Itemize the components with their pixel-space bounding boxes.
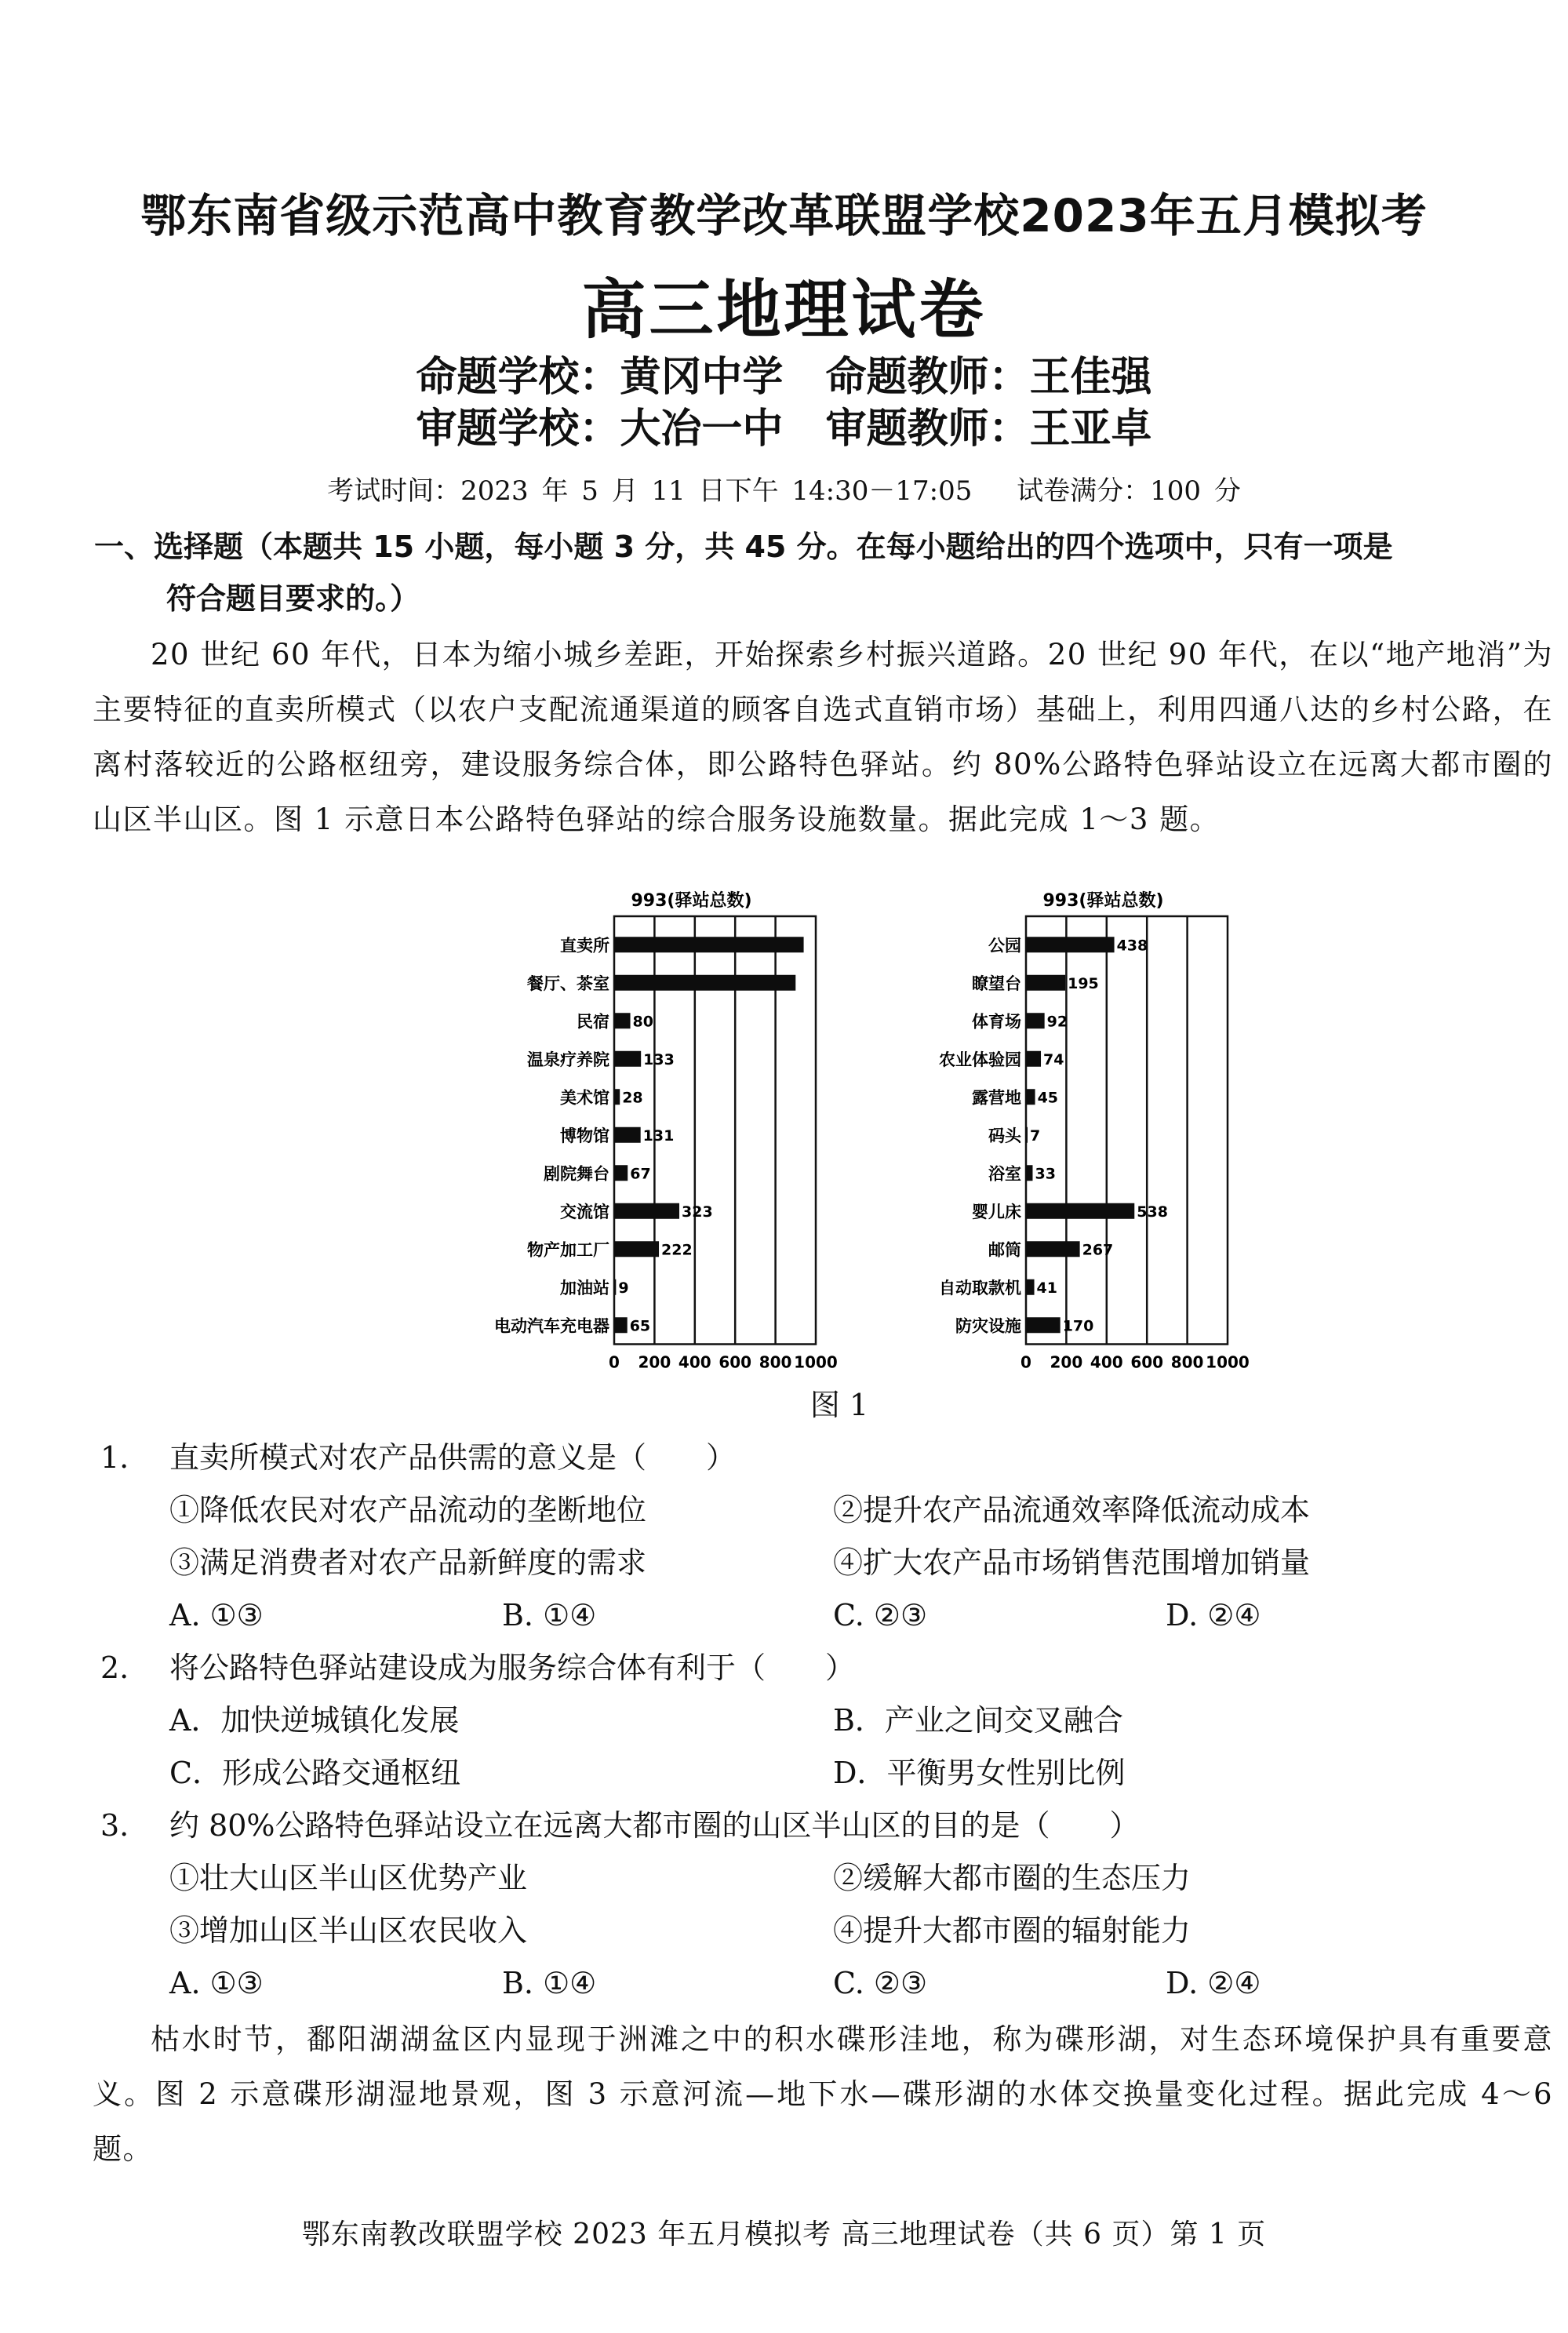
chart-right-category-label: 邮筒 — [988, 1240, 1021, 1260]
chart-right-category-label: 公园 — [988, 936, 1021, 955]
chart-left-category-label: 民宿 — [577, 1012, 609, 1032]
chart-left-value-label: 222 — [661, 1241, 693, 1259]
q1-item-4: ④扩大农产品市场销售范围增加销量 — [833, 1545, 1311, 1580]
chart-right-value-label: 170 — [1062, 1317, 1094, 1335]
chart-left-value-label: 67 — [630, 1165, 651, 1183]
chart-right-category-label: 农业体验园 — [939, 1050, 1021, 1069]
section-heading-line1: 一、选择题（本题共 15 小题，每小题 3 分，共 45 分。在每小题给出的四个选项中，只有一项是 — [94, 530, 1393, 564]
chart-right-value-label: 74 — [1043, 1050, 1064, 1068]
chart-right-tick-label: 400 — [1090, 1352, 1123, 1372]
chart-right-tick-label: 600 — [1130, 1352, 1164, 1372]
chart-right-value-label: 33 — [1035, 1165, 1056, 1183]
chart-left-value-label: 323 — [682, 1203, 713, 1221]
chart-left-tick-label: 400 — [678, 1352, 711, 1372]
chart-left — [494, 890, 838, 1372]
full-score: 试卷满分：100 分 — [1017, 475, 1241, 507]
passage-2 — [93, 2012, 1553, 2177]
chart-right-value-label: 438 — [1116, 937, 1148, 955]
question-2-number: 2. — [100, 1651, 129, 1685]
chart-right-bar — [1026, 1203, 1134, 1219]
chart-left-value-label: 28 — [622, 1089, 643, 1107]
q3-choice-d[interactable]: D. ②④ — [1166, 1966, 1261, 2000]
chart-left-value-label: 80 — [632, 1013, 654, 1031]
page-footer: 鄂东南教改联盟学校 2023 年五月模拟考 高三地理试卷（共 6 页）第 1 页 — [301, 2218, 1267, 2251]
figure-1-caption: 图 1 — [809, 1388, 869, 1422]
chart-left-category-label: 温泉疗养院 — [527, 1050, 609, 1069]
chart-left-bar — [614, 937, 804, 952]
chart-right-bar — [1026, 1241, 1080, 1257]
proposing-teacher: 命题教师：王佳强 — [825, 354, 1152, 401]
proposing-school: 命题学校：黄冈中学 — [416, 354, 784, 401]
question-2-stem: 将公路特色驿站建设成为服务综合体有利于（ ） — [169, 1651, 856, 1685]
chart-right-bar — [1026, 1279, 1035, 1295]
chart-left-category-label: 美术馆 — [560, 1088, 609, 1108]
chart-left-bar — [614, 1089, 620, 1105]
chart-right-category-label: 自动取款机 — [939, 1278, 1021, 1298]
figure-1 — [471, 886, 1286, 1373]
question-3-stem: 约 80%公路特色驿站设立在远离大都市圈的山区半山区的目的是（ ） — [169, 1808, 1140, 1843]
question-2 — [100, 1642, 1559, 1694]
chart-right-value-label: 7 — [1030, 1126, 1041, 1145]
exam-info — [0, 469, 1568, 508]
passage-2-text: 枯水时节，鄱阳湖湖盆区内显现于洲滩之中的积水碟形洼地，称为碟形湖，对生态环境保护具有重要意义。图 2 示意碟形湖湿地景观，图 3 示意河流—地下水—碟形湖的水体交换量变化过程。据此完成 4～6 题。 — [93, 2022, 1553, 2166]
chart-left-category-label: 博物馆 — [560, 1126, 609, 1145]
q1-choice-a[interactable]: A. ①③ — [169, 1598, 264, 1632]
q2-choice-b[interactable]: B．产业之间交叉融合 — [833, 1703, 1123, 1738]
chart-right-category-label: 体育场 — [972, 1012, 1021, 1032]
chart-left-bar — [614, 1165, 628, 1181]
q2-choice-a[interactable]: A．加快逆城镇化发展 — [169, 1703, 460, 1738]
reviewing-school: 审题学校：大冶一中 — [416, 406, 784, 453]
q1-choice-c[interactable]: C. ②③ — [833, 1598, 928, 1632]
chart-right-bar — [1026, 1051, 1041, 1067]
question-3-number: 3. — [100, 1808, 129, 1843]
chart-right-category-label: 浴室 — [988, 1164, 1021, 1184]
q1-choice-d[interactable]: D. ②④ — [1166, 1598, 1261, 1632]
chart-left-bar — [614, 1317, 628, 1333]
chart-right-category-label: 婴儿床 — [972, 1202, 1021, 1221]
paper-subject-title: 高三地理试卷 — [581, 273, 987, 348]
passage-1-text: 20 世纪 60 年代，日本为缩小城乡差距，开始探索乡村振兴道路。20 世纪 90 年代，在以“地产地消”为主要特征的直卖所模式（以农户支配流通渠道的顾客自选式直销市场）基础上，利用四通八达的乡村公路，在离村落较近的公路枢纽旁，建设服务综合体，即公路特色驿站。约 80%公路特色驿站设立在远离大都市圈的山区半山区。图 1 示意日本公路特色驿站的综合服务设施数量。据此完成 1～3 题。 — [93, 638, 1553, 836]
q3-item-1: ①壮大山区半山区优势产业 — [169, 1861, 528, 1895]
chart-right-value-label: 538 — [1137, 1203, 1168, 1221]
chart-right-value-label: 41 — [1036, 1279, 1057, 1297]
chart-right — [939, 890, 1250, 1372]
q2-choice-d[interactable]: D．平衡男女性别比例 — [833, 1756, 1126, 1790]
q1-item-1: ①降低农民对农产品流动的垄断地位 — [169, 1493, 647, 1527]
chart-right-category-label: 瞭望台 — [972, 974, 1021, 993]
chart-right-tick-label: 800 — [1170, 1352, 1204, 1372]
chart-right-bar — [1026, 937, 1115, 952]
q3-choice-c[interactable]: C. ②③ — [833, 1966, 928, 2000]
q1-item-3: ③满足消费者对农产品新鲜度的需求 — [169, 1545, 647, 1580]
reviewing-teacher: 审题教师：王亚卓 — [825, 406, 1152, 453]
chart-left-tick-label: 200 — [638, 1352, 671, 1372]
chart-left-category-label: 剧院舞台 — [544, 1164, 609, 1184]
chart-left-tick-label: 800 — [759, 1352, 792, 1372]
chart-right-bar — [1026, 1165, 1032, 1181]
chart-right-bar — [1026, 1127, 1028, 1143]
chart-left-bar — [614, 975, 795, 991]
chart-left-bar — [614, 1127, 641, 1143]
chart-right-category-label: 码头 — [988, 1126, 1021, 1145]
chart-left-bar — [614, 1203, 679, 1219]
question-1-stem: 直卖所模式对农产品供需的意义是（ ） — [169, 1440, 737, 1475]
chart-left-bar — [614, 1279, 616, 1295]
chart-right-category-label: 露营地 — [972, 1088, 1021, 1108]
chart-left-value-label: 9 — [618, 1279, 629, 1297]
chart-left-bar — [614, 1051, 641, 1067]
chart-left-value-label: 65 — [629, 1317, 651, 1335]
exam-title: 鄂东南省级示范高中教育教学改革联盟学校2023年五月模拟考 — [140, 189, 1428, 242]
chart-left-title: 993(驿站总数) — [631, 891, 752, 911]
chart-left-category-label: 加油站 — [560, 1278, 609, 1298]
chart-right-bar — [1026, 1089, 1035, 1105]
chart-left-category-label: 物产加工厂 — [527, 1240, 609, 1260]
chart-left-category-label: 直卖所 — [560, 936, 609, 955]
chart-left-category-label: 交流馆 — [560, 1202, 609, 1221]
chart-right-bar — [1026, 1013, 1045, 1028]
q3-item-4: ④提升大都市圈的辐射能力 — [833, 1913, 1191, 1948]
chart-right-bar — [1026, 975, 1065, 991]
question-1-number: 1. — [100, 1440, 129, 1475]
chart-right-value-label: 45 — [1037, 1089, 1059, 1107]
chart-left-tick-label: 600 — [719, 1352, 752, 1372]
chart-right-category-label: 防灾设施 — [955, 1316, 1021, 1336]
q3-item-2: ②缓解大都市圈的生态压力 — [833, 1861, 1191, 1895]
q1-item-2: ②提升农产品流通效率降低流动成本 — [833, 1493, 1311, 1527]
section-heading — [94, 521, 1553, 624]
question-1 — [100, 1432, 1559, 1484]
chart-right-tick-label: 1000 — [1206, 1352, 1250, 1372]
q3-choice-b[interactable]: B. ①④ — [502, 1966, 597, 2000]
chart-right-value-label: 267 — [1082, 1241, 1114, 1259]
exam-time: 考试时间：2023 年 5 月 11 日下午 14:30－17:05 — [327, 475, 973, 507]
chart-left-category-label: 电动汽车充电器 — [494, 1316, 609, 1336]
chart-right-bar — [1026, 1317, 1060, 1333]
section-heading-line2: 符合题目要求的。） — [166, 581, 420, 616]
q1-choice-b[interactable]: B. ①④ — [502, 1598, 597, 1632]
proposer-line — [0, 344, 1568, 402]
q3-item-3: ③增加山区半山区农民收入 — [169, 1913, 528, 1948]
chart-right-value-label: 195 — [1068, 974, 1099, 992]
chart-right-value-label: 92 — [1046, 1013, 1068, 1031]
chart-left-bar — [614, 1013, 631, 1028]
chart-left-tick-label: 0 — [609, 1352, 620, 1372]
q3-choice-a[interactable]: A. ①③ — [169, 1966, 264, 2000]
chart-left-value-label: 133 — [643, 1050, 675, 1068]
passage-1 — [93, 628, 1553, 847]
chart-right-tick-label: 0 — [1020, 1352, 1031, 1372]
chart-left-category-label: 餐厅、茶室 — [527, 974, 609, 993]
chart-left-value-label: 131 — [642, 1126, 675, 1145]
reviewer-line — [0, 395, 1568, 454]
chart-right-tick-label: 200 — [1050, 1352, 1083, 1372]
chart-right-title: 993(驿站总数) — [1042, 891, 1164, 911]
q2-choice-c[interactable]: C．形成公路交通枢纽 — [169, 1756, 461, 1790]
question-3 — [100, 1800, 1559, 1852]
chart-left-tick-label: 1000 — [794, 1352, 838, 1372]
chart-left-bar — [614, 1241, 659, 1257]
